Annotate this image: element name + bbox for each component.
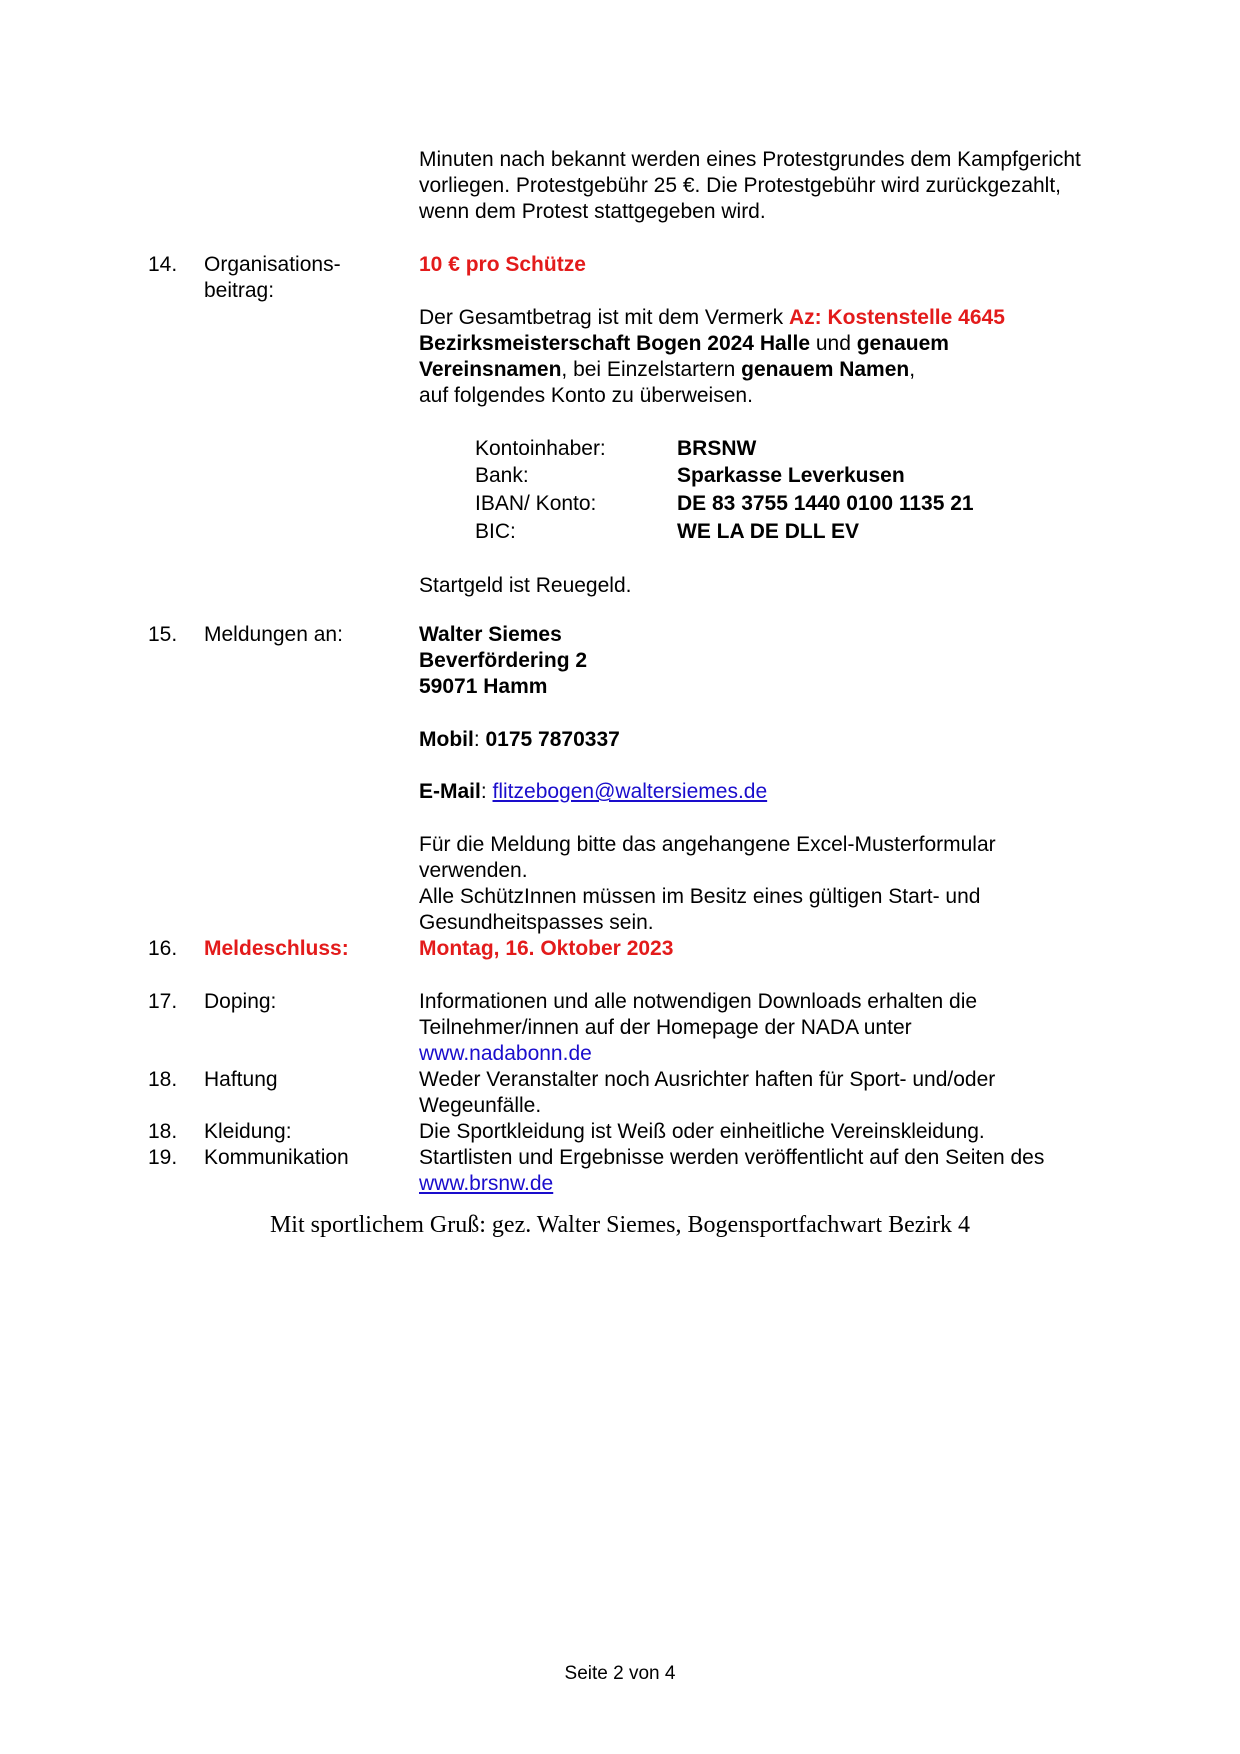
payment-text-part: und (810, 332, 857, 355)
event-name: Bezirksmeisterschaft Bogen 2024 Halle (419, 332, 811, 355)
doping-text-1: Informationen und alle notwendigen Downloads erhalten die (419, 990, 978, 1013)
clothing-text: Die Sportkleidung ist Weiß oder einheitliche Vereinskleidung. (419, 1120, 985, 1143)
registration-note-2: verwenden. (419, 859, 528, 882)
email-label: E-Mail (419, 780, 481, 803)
registration-note-1: Für die Meldung bitte das angehangene Excel-Musterformular (419, 833, 996, 856)
payment-text-emphasis: genauem Namen (741, 358, 910, 381)
item-18b-label: Kleidung: (204, 1120, 292, 1143)
item-16-number: 16. (148, 937, 178, 960)
bank-label-holder: Kontoinhaber: (475, 437, 606, 460)
item-15-label: Meldungen an: (204, 623, 343, 646)
page-number: Seite 2 von 4 (564, 1663, 676, 1684)
item-18b-number: 18. (148, 1120, 178, 1143)
payment-text-emphasis: Vereinsnamen (419, 358, 562, 381)
mobile-label: Mobil (419, 728, 474, 751)
protest-line-3: wenn dem Protest stattgegeben wird. (419, 200, 766, 223)
nada-link[interactable]: www.nadabonn.de (419, 1042, 592, 1065)
payment-text-line-2 (419, 331, 949, 357)
registration-deadline: Montag, 16. Oktober 2023 (419, 937, 674, 960)
cost-center-reference: Az: Kostenstelle 4645 (788, 306, 1005, 329)
mobile-number: 0175 7870337 (485, 728, 620, 751)
item-17-label: Doping: (204, 990, 277, 1013)
payment-text-emphasis: genauem (856, 332, 949, 355)
payment-text-part: Der Gesamtbetrag ist mit dem Vermerk (419, 306, 789, 329)
item-19-number: 19. (148, 1146, 178, 1169)
item-19-label: Kommunikation (204, 1146, 349, 1169)
bank-label-iban: IBAN/ Konto: (475, 492, 597, 515)
item-17-number: 17. (148, 990, 178, 1013)
bank-value-bank: Sparkasse Leverkusen (677, 464, 905, 487)
reuegeld-note: Startgeld ist Reuegeld. (419, 574, 632, 597)
item-14-label-2: beitrag: (204, 279, 275, 302)
bank-value-bic: WE LA DE DLL EV (677, 520, 860, 543)
email-separator: : (480, 780, 493, 803)
fee-amount: 10 € pro Schütze (419, 253, 586, 276)
doping-text-2: Teilnehmer/innen auf der Homepage der NADA unter (419, 1016, 912, 1039)
payment-text-line-4: auf folgendes Konto zu überweisen. (419, 384, 753, 407)
liability-text-2: Wegeunfälle. (419, 1094, 542, 1117)
contact-name: Walter Siemes (419, 623, 562, 646)
contact-mobile (419, 727, 620, 753)
communication-text: Startlisten und Ergebnisse werden veröffentlicht auf den Seiten des (419, 1146, 1045, 1169)
closing-signature: Mit sportlichem Gruß: gez. Walter Siemes, Bogensportfachwart Bezirk 4 (269, 1212, 971, 1238)
registration-note-4: Gesundheitspasses sein. (419, 911, 654, 934)
bank-value-iban: DE 83 3755 1440 0100 1135 21 (677, 492, 974, 515)
item-18a-number: 18. (148, 1068, 178, 1091)
contact-city: 59071 Hamm (419, 675, 548, 698)
bank-value-holder: BRSNW (677, 437, 757, 460)
item-14-number: 14. (148, 253, 178, 276)
payment-text-part: , bei Einzelstartern (561, 358, 742, 381)
email-link[interactable]: flitzebogen@waltersiemes.de (492, 780, 768, 803)
item-18a-label: Haftung (204, 1068, 278, 1091)
bank-label-bic: BIC: (475, 520, 516, 543)
bank-label-bank: Bank: (475, 464, 529, 487)
contact-street: Beverfördering 2 (419, 649, 588, 672)
brsnw-link[interactable]: www.brsnw.de (419, 1172, 554, 1195)
item-15-number: 15. (148, 623, 178, 646)
payment-text-line-1 (419, 305, 1005, 331)
payment-text-part: , (909, 358, 916, 381)
contact-email (419, 779, 767, 805)
liability-text-1: Weder Veranstalter noch Ausrichter haften für Sport- und/oder (419, 1068, 996, 1091)
payment-text-line-3 (419, 357, 915, 383)
protest-line-2: vorliegen. Protestgebühr 25 €. Die Protestgebühr wird zurückgezahlt, (419, 174, 1062, 197)
item-14-label-1: Organisations- (204, 253, 341, 276)
registration-note-3: Alle SchützInnen müssen im Besitz eines gültigen Start- und (419, 885, 981, 908)
item-16-label: Meldeschluss: (204, 937, 349, 960)
mobile-separator: : (473, 728, 486, 751)
protest-line-1: Minuten nach bekannt werden eines Protestgrundes dem Kampfgericht (419, 148, 1081, 171)
